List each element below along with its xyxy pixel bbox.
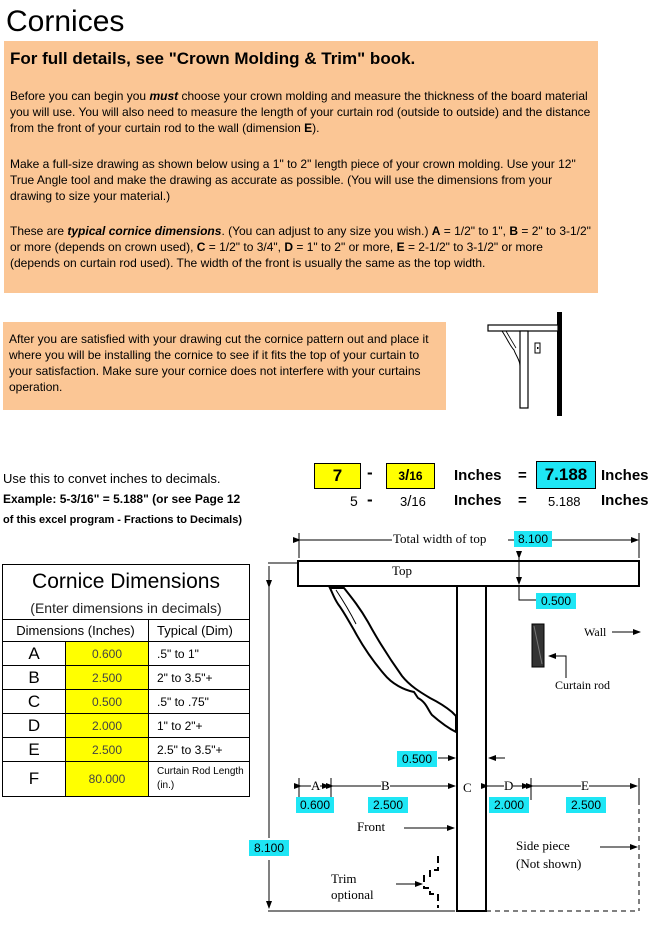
top-board-label: Top: [392, 563, 413, 578]
equals-sign: =: [518, 467, 527, 484]
dimension-label: D: [3, 714, 66, 738]
converter-example-reference: of this excel program - Fractions to Decimals): [3, 514, 243, 526]
top-thickness-value: 0.500: [536, 593, 576, 609]
optional-label: optional: [331, 887, 374, 902]
example-result: 5.188: [548, 494, 581, 509]
dimension-c-label: C: [463, 780, 472, 795]
dimension-value-input[interactable]: 2.500: [66, 738, 149, 762]
table-header-dimensions: Dimensions (Inches): [3, 620, 149, 642]
converter-example: Example: 5-3/16" = 5.188" (or see Page 12: [3, 492, 241, 506]
trim-optional: [424, 856, 438, 908]
front-board: [457, 586, 486, 911]
dimension-d-value: 2.000: [489, 797, 529, 813]
book-reference-heading: For full details, see "Crown Molding & Trim" book.: [10, 49, 416, 68]
decimal-result: 7.188: [536, 461, 596, 489]
typical-range: 1" to 2"+: [149, 714, 250, 738]
typical-range: .5" to .75": [149, 690, 250, 714]
table-header-typical: Typical (Dim): [149, 620, 250, 642]
whole-inches-input[interactable]: 7: [314, 463, 361, 489]
not-shown-label: (Not shown): [516, 856, 582, 871]
typical-range: .5" to 1": [149, 642, 250, 666]
total-width-value: 8.100: [514, 531, 552, 547]
typical-range: Curtain Rod Length (in.): [149, 762, 250, 797]
top-board: [298, 561, 639, 586]
dimension-label: C: [3, 690, 66, 714]
dimension-a-label: A: [311, 778, 321, 793]
result-inches-label: Inches: [601, 467, 649, 484]
dimension-label: A: [3, 642, 66, 666]
dimension-value-input[interactable]: 80.000: [66, 762, 149, 797]
table-title: Cornice Dimensions: [3, 565, 250, 598]
table-subtitle: (Enter dimensions in decimals): [3, 597, 250, 620]
dimension-value-input[interactable]: 0.600: [66, 642, 149, 666]
page-title: Cornices: [6, 5, 125, 38]
example-inches-label: Inches: [454, 492, 502, 509]
total-width-label: Total width of top: [393, 531, 487, 546]
inches-label: Inches: [454, 467, 502, 484]
dimension-a-value: 0.600: [296, 797, 334, 813]
dimension-label: B: [3, 666, 66, 690]
converter-instruction: Use this to convet inches to decimals.: [3, 471, 221, 486]
minus-sign: -: [367, 463, 373, 482]
fit-check-paragraph: After you are satisfied with your drawing cut the cornice pattern out and place it where you will be installing the cornice to see if it fits the top of your curtain to your satisfaction. Make sure your cornice does not interfere with your curtains operation.: [9, 332, 429, 394]
dimension-value-input[interactable]: 0.500: [66, 690, 149, 714]
example-fraction: 3/16: [400, 493, 426, 510]
drawing-paragraph: Make a full-size drawing as shown below using a 1" to 2" length piece of your crown molding. Use your 12" True Angle tool and make the drawing as accurate as possible. (You will use the dimensions from your drawing to size your material.): [10, 157, 576, 203]
c-thickness-value: 0.500: [397, 751, 437, 767]
dimension-b-value: 2.500: [368, 797, 408, 813]
example-equals: =: [518, 492, 527, 509]
example-whole: 5: [350, 493, 358, 509]
dimension-value-input[interactable]: 2.000: [66, 714, 149, 738]
intro-paragraph: Before you can begin you must choose your crown molding and measure the thickness of the board material you will use. You will also need to measure the length of your curtain rod (outside to outside) and the distance from the front of your curtain rod to the wall (dimension E).: [10, 89, 591, 135]
front-label: Front: [357, 819, 386, 834]
typical-range: 2.5" to 3.5"+: [149, 738, 250, 762]
typical-range: 2" to 3.5"+: [149, 666, 250, 690]
example-minus: -: [367, 490, 373, 509]
dimension-d-label: D: [504, 778, 514, 793]
trim-label: Trim: [331, 871, 357, 886]
side-piece-label: Side piece: [516, 838, 570, 853]
example-result-inches: Inches: [601, 492, 649, 509]
dimension-label: F: [3, 762, 66, 797]
dimension-b-label: B: [381, 778, 390, 793]
curtain-rod-label: Curtain rod: [555, 678, 610, 692]
dimension-value-input[interactable]: 2.500: [66, 666, 149, 690]
height-value: 8.100: [249, 840, 289, 856]
fraction-slash: /: [405, 467, 410, 484]
wall-label: Wall: [584, 625, 607, 639]
denominator-input[interactable]: 16: [409, 469, 423, 483]
numerator-input[interactable]: 3: [398, 469, 406, 483]
dimension-e-value: 2.500: [566, 797, 606, 813]
crown-molding: [330, 588, 456, 732]
typical-dimensions-paragraph: These are typical cornice dimensions. (You can adjust to any size you wish.) A = 1/2" to 1", B = 2" to 3-1/2" or more (depends on crown used), C = 1/2" to 3/4", D = 1" to 2" or more, E = 2-1/2" to 3-1/2" or more (depends on curtain rod used). The width of the front is usually the same as the top width.: [10, 224, 591, 270]
dimension-e-label: E: [581, 778, 589, 793]
dimension-label: E: [3, 738, 66, 762]
